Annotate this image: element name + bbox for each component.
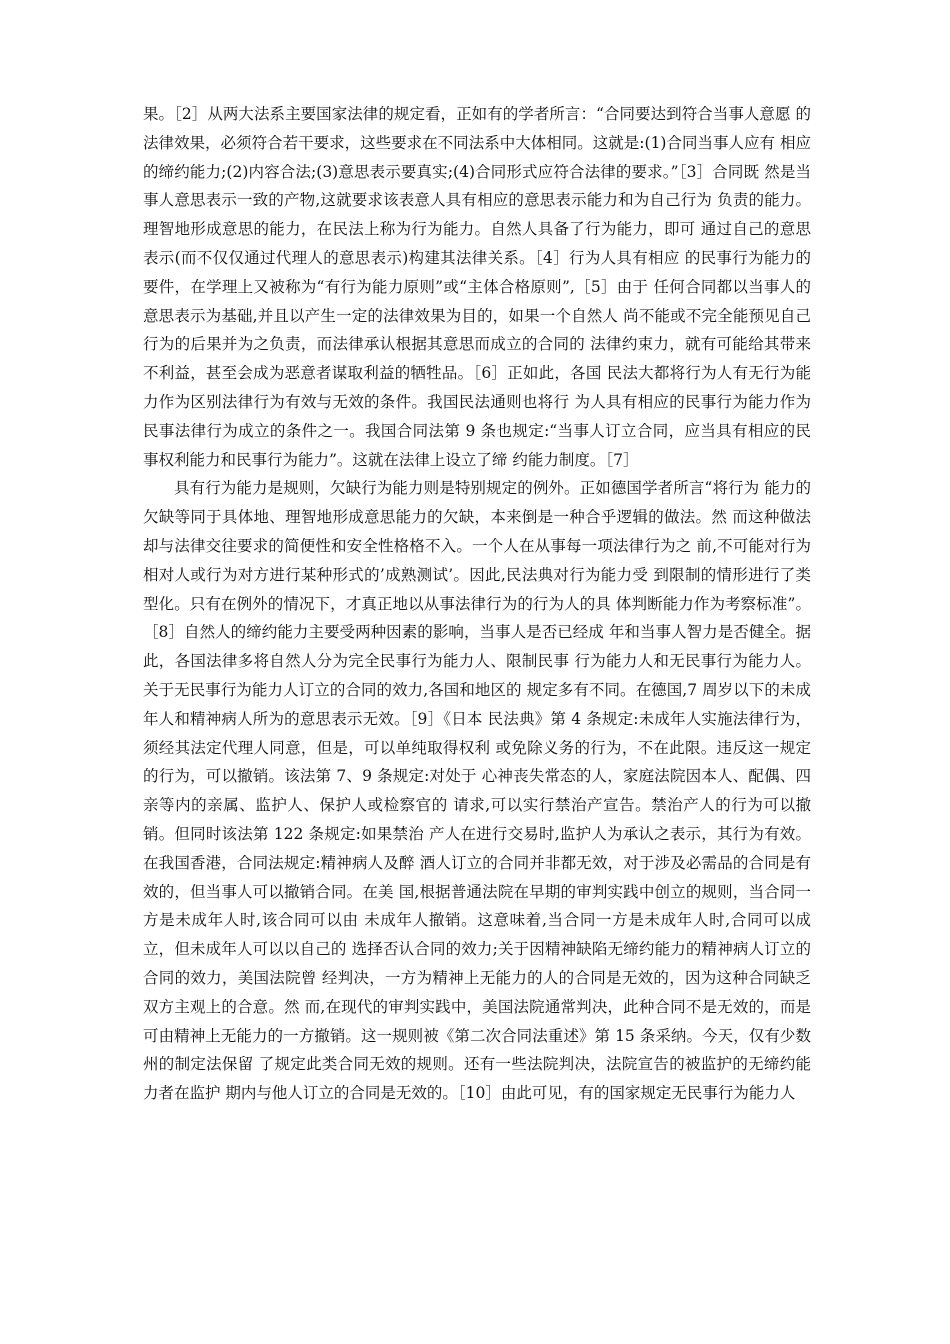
paragraph-2: 具有行为能力是规则，欠缺行为能力则是特别规定的例外。正如德国学者所言“将行为 能力的欠缺等同于具体地、理智地形成意思能力的欠缺，本来倒是一种合乎逻辑的做法。然 而这种做法却与法律交往要求的简便性和安全性格格不入。一个人在从事每一项法律行为之 前,不可能对行为相对人或行为对方进行某种形式的’成熟测试’。因此,民法典对行为能力受 到限制的情形进行了类型化。只有在例外的情况下，才真正地以从事法律行为的行为人的具 体判断能力作为考察标准”。［8］自然人的缔约能力主要受两种因素的影响，当事人是否已经成 年和当事人智力是否健全。据此，各国法律多将自然人分为完全民事行为能力人、限制民事 行为能力人和无民事行为能力人。关于无民事行为能力人订立的合同的效力,各国和地区的 规定多有不同。在德国,7 周岁以下的未成年人和精神病人所为的意思表示无效。［9］《日本 民法典》第 4 条规定:未成年人实施法律行为，须经其法定代理人同意，但是，可以单纯取得权利 或免除义务的行为，不在此限。违反这一规定的行为，可以撤销。该法第 7、9 条规定:对处于 心神丧失常态的人，家庭法院因本人、配偶、四亲等内的亲属、监护人、保护人或检察官的 请求,可以实行禁治产宣告。禁治产人的行为可以撤销。但同时该法第 122 条规定:如果禁治 产人在进行交易时,监护人为承认之表示，其行为有效。在我国香港，合同法规定:精神病人及醉 酒人订立的合同并非都无效，对于涉及必需品的合同是有效的，但当事人可以撤销合同。在美 国,根据普通法院在早期的审判实践中创立的规则，当合同一方是未成年人时,该合同可以由 未成年人撤销。这意味着,当合同一方是未成年人时,合同可以成立，但未成年人可以以自己的 选择否认合同的效力;关于因精神缺陷无缔约能力的精神病人订立的合同的效力，美国法院曾 经判决，一方为精神上无能力的人的合同是无效的，因为这种合同缺乏双方主观上的合意。然 而,在现代的审判实践中，美国法院通常判决，此种合同不是无效的，而是可由精神上无能力的一方撤销。这一规则被《第二次合同法重述》第 15 条采纳。今天，仅有少数州的制定法保留 了规定此类合同无效的规则。还有一些法院判决，法院宣告的被监护的无缔约能力者在监护 期内与他人订立的合同是无效的。［10］由此可见，有的国家规定无民事行为能力人: [143, 479, 811, 1103]
paragraph-1: 果。［2］从两大法系主要国家法律的规定看，正如有的学者所言：“合同要达到符合当事人意愿 的法律效果，必须符合若干要求，这些要求在不同法系中大体相同。这就是:(1)合同当事人应有 相应的缔约能力;(2)内容合法;(3)意思表示要真实;(4)合同形式应符合法律的要求。”［3］合同既 然是当事人意思表示一致的产物,这就要求该表意人具有相应的意思表示能力和为自己行为 负责的能力。理智地形成意思的能力，在民法上称为行为能力。自然人具备了行为能力，即可 通过自己的意思表示(而不仅仅通过代理人的意思表示)构建其法律关系。［4］行为人具有相应 的民事行为能力的要件，在学理上又被称为“有行为能力原则”或“主体合格原则”,［5］由于 任何合同都以当事人的意思表示为基础,并且以产生一定的法律效果为目的，如果一个自然人 尚不能或不完全能预见自己行为的后果并为之负责，而法律承认根据其意思而成立的合同的 法律约束力，就有可能给其带来不利益，甚至会成为恶意者谋取利益的牺牲品。［6］正如此，各国 民法大都将行为人有无行为能力作为区别法律行为有效与无效的条件。我国民法通则也将行 为人具有相应的民事行为能力作为民事法律行为成立的条件之一。我国合同法第 9 条也规定:“当事人订立合同，应当具有相应的民事权利能力和民事行为能力”。这就在法律上设立了缔 约能力制度。［7］: [143, 105, 811, 469]
document-page: [143, 100, 811, 1108]
